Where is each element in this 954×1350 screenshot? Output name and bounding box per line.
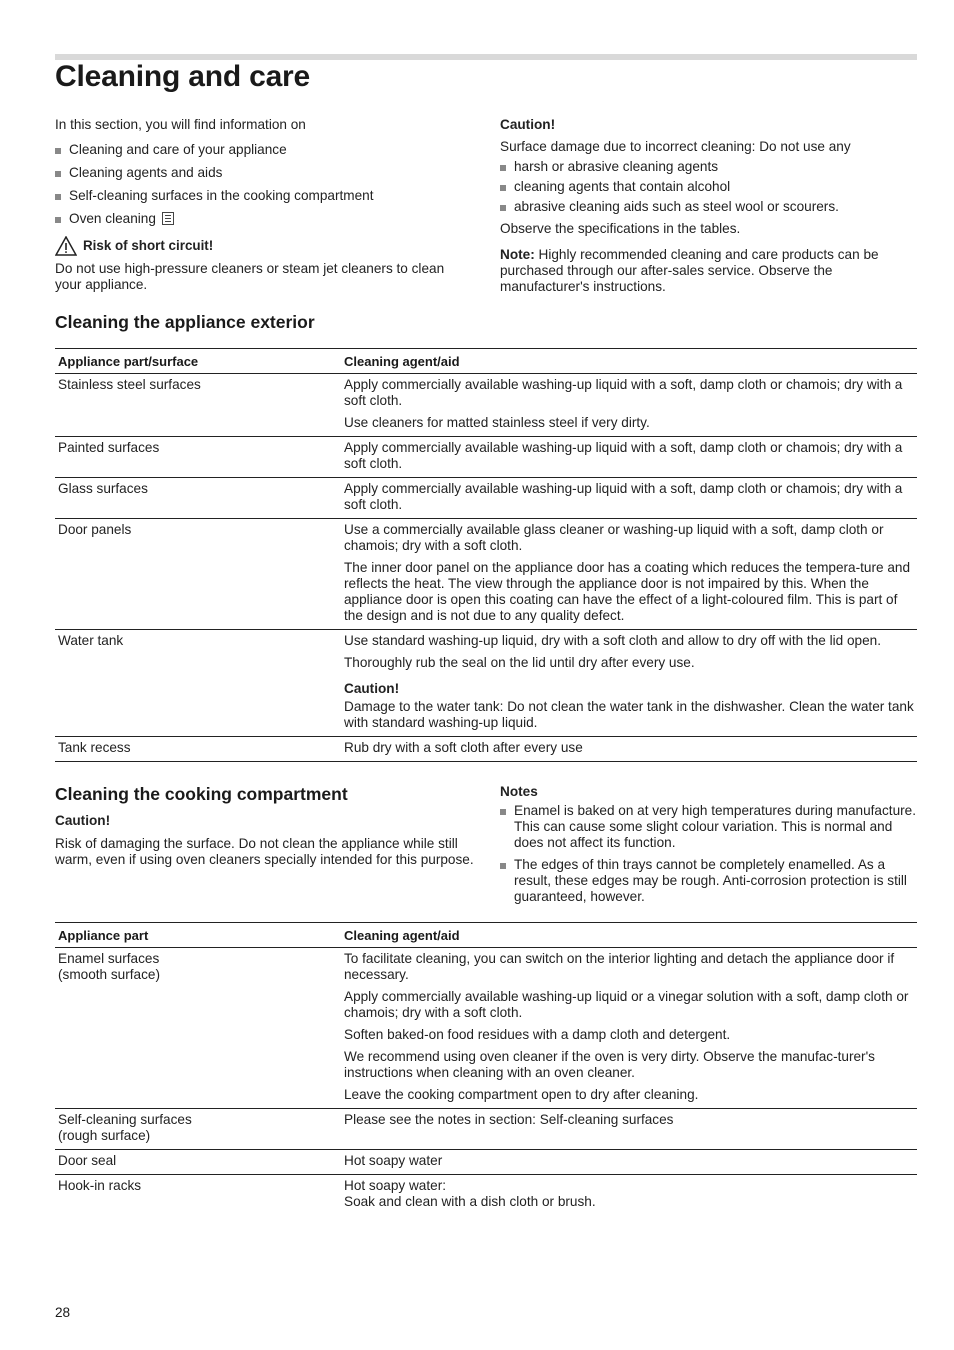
caution-item: harsh or abrasive cleaning agents xyxy=(500,159,918,175)
agent-cell xyxy=(341,519,917,630)
table-row xyxy=(55,437,917,478)
part-name: Enamel surfaces xyxy=(58,951,160,966)
compartment-caution xyxy=(55,813,475,868)
part-cell: Glass surfaces xyxy=(55,478,341,519)
agent-text: To facilitate cleaning, you can switch on the interior lighting and detach the appliance door if necessary. xyxy=(344,951,895,982)
agent-text: Apply commercially available washing-up liquid or a vinegar solution with a soft, damp cloth or chamois; dry with a soft cloth. xyxy=(344,989,909,1020)
agent-cell xyxy=(341,1150,917,1175)
column-header: Appliance part/surface xyxy=(55,349,341,374)
notes-title: Notes xyxy=(500,784,538,799)
intro-item: Oven cleaning xyxy=(55,211,455,227)
page-number: 28 xyxy=(55,1305,71,1320)
intro-item: Cleaning agents and aids xyxy=(55,165,455,181)
table-row xyxy=(55,948,917,1109)
agent-text: Damage to the water tank: Do not clean the water tank in the dishwasher. Clean the water tank with standard washing-up liquid. xyxy=(344,699,914,730)
compartment-heading: Cleaning the cooking compartment xyxy=(55,784,348,804)
agent-cell xyxy=(341,1109,917,1150)
agent-cell xyxy=(341,478,917,519)
part-cell xyxy=(55,948,341,1109)
intro-item: Self-cleaning surfaces in the cooking compartment xyxy=(55,188,455,204)
agent-text: Thoroughly rub the seal on the lid until dry after every use. xyxy=(344,655,695,670)
note-item: Enamel is baked on at very high temperatures during manufacture. This can cause some slight colour variation. This is normal and does not affect its function. xyxy=(500,803,918,851)
part-cell xyxy=(55,1109,341,1150)
table-row xyxy=(55,1109,917,1150)
part-detail: (rough surface) xyxy=(58,1128,151,1143)
caution-item: cleaning agents that contain alcohol xyxy=(500,179,918,195)
caution-text: Surface damage due to incorrect cleaning: Do not use any xyxy=(500,139,851,154)
warning-triangle-icon xyxy=(55,236,77,256)
agent-text: Leave the cooking compartment open to dry after cleaning. xyxy=(344,1087,699,1102)
agent-cell xyxy=(341,374,917,437)
part-cell: Water tank xyxy=(55,630,341,737)
caution-title: Caution! xyxy=(500,117,556,132)
note-label: Note: xyxy=(500,247,535,262)
table-row xyxy=(55,478,917,519)
compartment-notes xyxy=(500,784,918,905)
intro-text: In this section, you will find information on xyxy=(55,117,306,132)
agent-cell xyxy=(341,437,917,478)
part-cell: Painted surfaces xyxy=(55,437,341,478)
table-row xyxy=(55,519,917,630)
agent-cell xyxy=(341,737,917,762)
agent-text: Apply commercially available washing-up liquid with a soft, damp cloth or chamois; dry with a soft cloth. xyxy=(344,440,903,471)
agent-text: Apply commercially available washing-up liquid with a soft, damp cloth or chamois; dry with a soft cloth. xyxy=(344,481,903,512)
caution-text: Risk of damaging the surface. Do not clean the appliance while still warm, even if using oven cleaners specially intended for this purpose. xyxy=(55,836,474,867)
agent-text: Hot soapy water xyxy=(344,1153,443,1168)
agent-text: Soften baked-on food residues with a damp cloth and detergent. xyxy=(344,1027,731,1042)
table-row xyxy=(55,1175,917,1216)
agent-text: Please see the notes in section: Self-cleaning surfaces xyxy=(344,1112,674,1127)
table-row xyxy=(55,1150,917,1175)
part-cell xyxy=(55,1175,341,1216)
table-row xyxy=(55,737,917,762)
part-cell: Tank recess xyxy=(55,737,341,762)
agent-text: Hot soapy water: xyxy=(344,1178,446,1193)
intro-section xyxy=(55,117,455,293)
part-detail: (smooth surface) xyxy=(58,967,160,982)
agent-text: Apply commercially available washing-up liquid with a soft, damp cloth or chamois; dry with a soft cloth. xyxy=(344,377,903,408)
part-name: Door seal xyxy=(58,1153,117,1168)
agent-cell xyxy=(341,630,917,737)
agent-text: We recommend using oven cleaner if the oven is very dirty. Observe the manufac-turer's instructions when cleaning with an oven cleaner. xyxy=(344,1049,875,1080)
agent-text: Use cleaners for matted stainless steel if very dirty. xyxy=(344,415,650,430)
caution-section xyxy=(500,117,918,295)
table-header-row xyxy=(55,923,917,948)
caution-item: abrasive cleaning aids such as steel wool or scourers. xyxy=(500,199,918,215)
warning-title: Risk of short circuit! xyxy=(83,238,214,253)
part-cell: Stainless steel surfaces xyxy=(55,374,341,437)
table-header-row xyxy=(55,349,917,374)
note-text: Highly recommended cleaning and care products can be purchased through our after-sales service. Observe the manufacturer's instructions. xyxy=(500,247,879,294)
column-header: Appliance part xyxy=(55,923,341,948)
warning-heading xyxy=(55,236,455,256)
part-cell: Door panels xyxy=(55,519,341,630)
agent-cell xyxy=(341,1175,917,1216)
part-name: Hook-in racks xyxy=(58,1178,142,1193)
caution-label: Caution! xyxy=(344,681,400,696)
part-name: Self-cleaning surfaces xyxy=(58,1112,192,1127)
agent-cell xyxy=(341,948,917,1109)
exterior-table xyxy=(55,348,917,762)
table-row xyxy=(55,630,917,737)
agent-text: Rub dry with a soft cloth after every use xyxy=(344,740,583,755)
intro-item: Cleaning and care of your appliance xyxy=(55,142,455,158)
oven-cleaning-icon xyxy=(162,212,174,225)
column-header: Cleaning agent/aid xyxy=(341,923,917,948)
agent-text: Use standard washing-up liquid, dry with a soft cloth and allow to dry off with the lid open. xyxy=(344,633,881,648)
note-paragraph xyxy=(500,247,918,295)
note-item: The edges of thin trays cannot be completely enamelled. As a result, these edges may be rough. Anti-corrosion protection is still guaranteed, however. xyxy=(500,857,918,905)
table-row xyxy=(55,374,917,437)
caution-title: Caution! xyxy=(55,813,111,828)
page-title: Cleaning and care xyxy=(55,60,311,93)
agent-text: Use a commercially available glass cleaner or washing-up liquid with a soft, damp cloth or chamois; dry with a soft cloth. xyxy=(344,522,884,553)
column-header: Cleaning agent/aid xyxy=(341,349,917,374)
agent-text: Soak and clean with a dish cloth or brush. xyxy=(344,1194,596,1209)
part-cell xyxy=(55,1150,341,1175)
observe-text: Observe the specifications in the tables. xyxy=(500,221,741,236)
exterior-heading: Cleaning the appliance exterior xyxy=(55,312,315,332)
compartment-table xyxy=(55,922,917,1215)
agent-text: The inner door panel on the appliance door has a coating which reduces the tempera-ture and reflects the heat. The view through the appliance door is not impaired by this. When the appliance door is open this coating can have the effect of a light-coloured film. This is part of the design and is not due to any quality defect. xyxy=(344,560,911,623)
warning-text: Do not use high-pressure cleaners or steam jet cleaners to clean your appliance. xyxy=(55,261,445,292)
